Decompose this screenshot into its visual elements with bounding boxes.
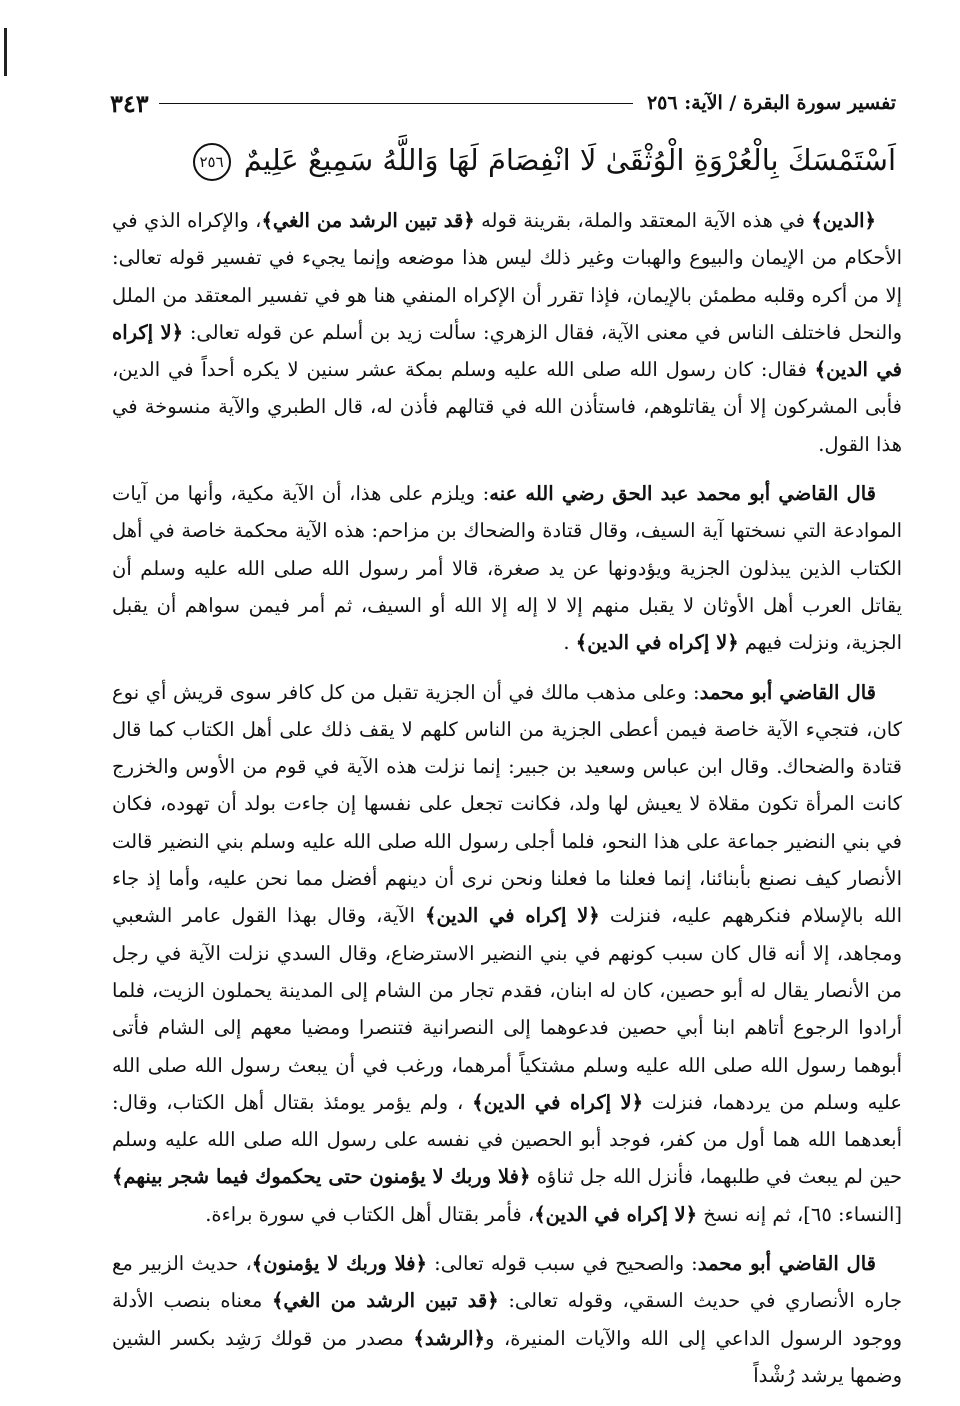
- quran-quote: ﴿لا إكراه في الدين﴾: [534, 1202, 698, 1226]
- verse-text: اَسْتَمْسَكَ بِالْعُرْوَةِ الْوُثْقَىٰ لَا انْفِصَامَ لَهَا وَاللَّهُ سَمِيعٌ عَلِيمٌ: [243, 143, 896, 177]
- paragraph-text: معناه بنصب الأدلة ووجود الرسول الداعي إلى الله والآيات المنيرة، و: [112, 1289, 902, 1350]
- quran-quote: ﴿فلا وربك لا يؤمنون حتى يحكموك فيما شجر بينهم﴾: [112, 1165, 531, 1189]
- paragraph-4: [112, 1245, 902, 1394]
- paragraph-3: [112, 674, 902, 1233]
- paragraph-text: ، فأمر بقتال أهل الكتاب في سورة براءة.: [205, 1202, 535, 1226]
- quran-quote: ﴿فلا وربك لا يؤمنون﴾: [251, 1252, 427, 1276]
- quran-quote: ﴿الرشد﴾: [413, 1326, 485, 1350]
- paragraph-text: ، ولم يؤمر يومئذ بقتال أهل الكتاب، وقال: أبعدهما الله هما أول من كفر، فوجد أبو الحصين في نفسه على رسول الله صلى الله عليه وسلم حين لم يبعث في طلبهما، فأنزل الله جل ثناؤه: [112, 1090, 902, 1189]
- paragraph-text: فقال: كان رسول الله صلى الله عليه وسلم بمكة عشر سنين لا يكره أحداً في الدين، فأبى المشركون إلا أن يقاتلوهم، فاستأذن الله في قتالهم فأذن له، قال الطبري والآية منسوخة في هذا القول.: [112, 358, 902, 456]
- paragraph-1: [112, 202, 902, 463]
- page-number: ٣٤٣: [110, 88, 149, 118]
- paragraph-text: في هذه الآية المعتقد والملة، بقرينة قوله: [474, 209, 812, 232]
- paragraph-text: : والصحيح في سبب قوله تعالى:: [426, 1252, 698, 1276]
- paragraph-text: ، حديث الزبير مع جاره الأنصاري في حديث السقي، وقوله تعالى:: [112, 1252, 903, 1313]
- paragraph-text: مصدر من قولك رَشِد بكسر الشين وضمها يرشد رُشْداً: [112, 1326, 902, 1387]
- speaker-attribution: قال القاضي أبو محمد: [699, 680, 876, 704]
- paragraph-2: [112, 475, 902, 661]
- quran-verse: [199, 134, 896, 186]
- paragraph-text: : ويلزم على هذا، أن الآية مكية، وأنها من آيات الموادعة التي نسختها آية السيف، وقال قتادة والضحاك بن مزاحم: هذه الآية محكمة خاصة في أهل الكتاب الذين يبذلون الجزية ويؤدونها عن يد صغرة، قالا أمر رسول الله صلى الله عليه وسلم أن يقاتل العرب أهل الأوثان لا يقبل منهم إلا لا إله إلا الله أو السيف، ثم أمر فيمن سواهم أن يقبل الجزية، ونزلت فيهم: [112, 482, 902, 655]
- paragraph-text: : وعلى مذهب مالك في أن الجزية تقبل من كل كافر سوى قريش أي نوع كان، فتجيء الآية خاصة فيمن أعطى الجزية من الناس كلهم لا يقف ذلك على أهل الكتاب كما قال قتادة والضحاك. وقال ابن عباس وسعيد بن جبير: إنما نزلت هذه الآية في قوم من الأوس والخزرج كانت المرأة تكون مقلاة لا يعيش لها ولد، فكانت تجعل على نفسها إن جاءت بولد أن تهوده، فكان في بني النضير جماعة على هذا النحو، فلما أجلى رسول الله صلى الله عليه وسلم بني النضير قالت الأنصار كيف نصنع بأبنائنا، إنما فعلنا ما فعلنا ونحن نرى أن دينهم أفضل مما نحن عليه، وأما إذ جاء الله بالإسلام فنكرههم عليه، فنزلت: [112, 680, 903, 928]
- quran-quote: ﴿لا إكراه في الدين﴾: [112, 320, 903, 382]
- page-edge-mark: [4, 28, 7, 76]
- quran-quote: ﴿لا إكراه في الدين﴾: [472, 1090, 644, 1114]
- speaker-attribution: قال القاضي أبو محمد عبد الحق رضي الله عنه: [489, 482, 876, 506]
- running-title: تفسير سورة البقرة / الآية: ٢٥٦: [646, 92, 896, 114]
- paragraph-text: .: [563, 631, 576, 655]
- header-rule: [159, 103, 633, 104]
- paragraph-text: ، والإكراه الذي في الأحكام من الإيمان والبيوع والهبات وغير ذلك ليس هذا موضعه وإنما يجيء في تفسير قوله تعالى: إلا من أكره وقلبه مطمئن بالإيمان، فإذا تقرر أن الإكراه المنفي هنا هو في تفسير المعتقد من الملل والنحل فاختلف الناس في معنى الآية، فقال الزهري: سألت زيد بن أسلم عن قوله تعالى:: [112, 209, 902, 344]
- lead-term: ﴿الدين﴾: [811, 209, 876, 232]
- commentary-body: [112, 202, 902, 1406]
- quran-quote: ﴿لا إكراه في الدين﴾: [575, 631, 739, 655]
- quran-quote: ﴿قد تبين الرشد من الغي﴾: [272, 1289, 499, 1313]
- quran-quote: ﴿قد تبين الرشد من الغي﴾: [261, 209, 475, 232]
- paragraph-text: الآية، وقال بهذا القول عامر الشعبي ومجاهد، إلا أنه قال كان سبب كونهم في بني النضير الاسترضاع، وقال السدي نزلت الآية في رجل من الأنصار يقال له أبو حصين، كان له ابنان، فقدم تجار من الشام إلى المدينة يحملون الزيت، فلما أرادوا الرجوع أتاهم ابنا أبي حصين فدعوهما إلى النصرانية فتنصرا ومضيا معهم إلى الشام فأتى أبوهما رسول الله صلى الله عليه وسلم مشتكياً أمرهما، ورغب في أن يبعث رسول الله صلى الله عليه وسلم من يردهما، فنزلت: [112, 904, 903, 1114]
- ayah-number-marker: ٢٥٦: [193, 143, 231, 181]
- quran-quote: ﴿لا إكراه في الدين﴾: [425, 904, 600, 928]
- paragraph-text: [النساء: ٦٥]، ثم إنه نسخ: [697, 1202, 902, 1226]
- speaker-attribution: قال القاضي أبو محمد: [697, 1252, 876, 1276]
- page-header: [110, 86, 896, 120]
